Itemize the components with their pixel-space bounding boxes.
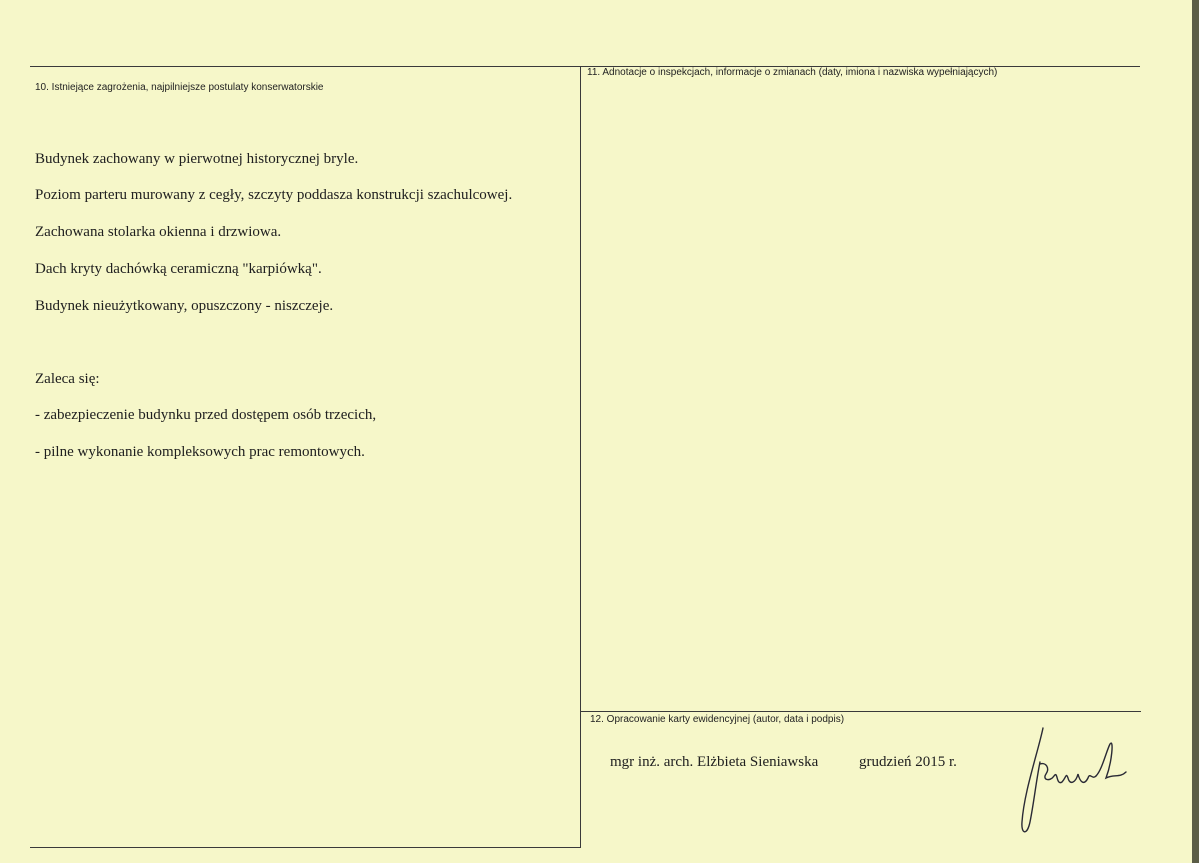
recommend-heading: Zaleca się:	[35, 371, 100, 387]
section10-line: Dach kryty dachówką ceramiczną "karpiówką".	[35, 261, 322, 277]
scan-edge	[1192, 0, 1199, 863]
section10-line: Zachowana stolarka okienna i drzwiowa.	[35, 224, 282, 240]
section10-line: Budynek zachowany w pierwotnej historycznej bryle.	[35, 151, 359, 167]
recommendation-item: - pilne wykonanie kompleksowych prac remontowych.	[35, 444, 365, 460]
author-name: mgr inż. arch. Elżbieta Sieniawska	[610, 754, 819, 770]
section12-label: 12. Opracowanie karty ewidencyjnej (autor, data i podpis)	[590, 714, 845, 725]
section11-label: 11. Adnotacje o inspekcjach, informacje o zmianach (daty, imiona i nazwiska wypełniających)	[587, 67, 998, 78]
preparation-date: grudzień 2015 r.	[859, 754, 957, 770]
recommendation-item: - zabezpieczenie budynku przed dostępem osób trzecich,	[35, 407, 377, 423]
section10-label: 10. Istniejące zagrożenia, najpilniejsze postulaty konserwatorskie	[35, 82, 324, 93]
section10-line: Poziom parteru murowany z cegły, szczyty poddasza konstrukcji szachulcowej.	[35, 187, 513, 203]
column-divider	[580, 66, 581, 848]
bottom-left-rule	[30, 847, 581, 848]
section12-rule	[580, 711, 1141, 712]
signature-icon	[1010, 722, 1135, 840]
section10-line: Budynek nieużytkowany, opuszczony - niszczeje.	[35, 298, 334, 314]
